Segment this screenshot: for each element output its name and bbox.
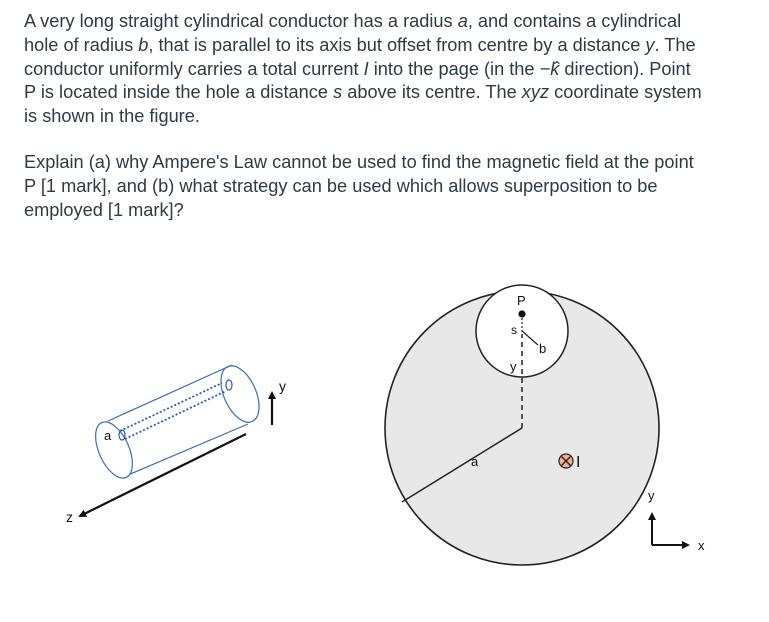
hole-tube-bottom <box>125 391 226 439</box>
axis-x-label: x <box>698 538 705 553</box>
text-segment: into the page (in the <box>368 58 540 79</box>
text-segment: coordinate system <box>549 82 702 103</box>
text-segment: P is located inside the hole a distance <box>24 82 334 103</box>
paragraph-2-line-1: Explain (a) why Ampere's Law cannot be used to find the magnetic field at the point <box>24 152 694 172</box>
paragraph-2-line-3: employed [1 mark]? <box>24 199 184 220</box>
cross-section-diagram <box>385 285 705 565</box>
offset-y-label: y <box>510 359 517 374</box>
axis-y-label: y <box>648 488 655 503</box>
current-label-I: I <box>576 454 581 471</box>
point-P-label: P <box>517 293 526 308</box>
paragraph-2-line-2: P [1 mark], and (b) what strategy can be used which allows superposition to be <box>24 175 658 196</box>
distance-s-label: s <box>511 323 517 337</box>
text-segment: , and contains a cylindrical <box>467 11 682 31</box>
variable-a: a <box>457 11 468 31</box>
cylinder-label-a: a <box>104 428 112 443</box>
radius-b-label: b <box>539 341 547 356</box>
text-segment: , that is parallel to its axis but offset from centre by a distance <box>148 34 646 55</box>
cylinder-axis-y-label: y <box>279 378 286 394</box>
variable-s: s <box>333 82 343 103</box>
variable-xyz: xyz <box>521 82 550 103</box>
variable-minus-k-hat: −k̂ <box>539 58 560 79</box>
text-segment: direction). Point <box>559 58 691 79</box>
point-P <box>518 310 525 317</box>
cylinder-sketch <box>66 360 286 525</box>
radius-a-label: a <box>471 454 479 469</box>
text-segment: above its centre. The <box>342 82 522 103</box>
variable-y: y <box>645 34 655 55</box>
text-segment: conductor uniformly carries a total current <box>24 58 364 79</box>
text-segment: hole of radius <box>24 34 139 55</box>
text-segment: . The <box>654 34 696 55</box>
cylinder-top-edge <box>108 365 232 421</box>
text-segment: is shown in the figure. <box>24 106 200 127</box>
cylinder-axis-z-label: z <box>66 509 73 525</box>
hole-back <box>226 380 232 390</box>
variable-I: I <box>363 58 369 79</box>
hole-tube-top <box>120 383 222 431</box>
text-segment: A very long straight cylindrical conductor has a radius <box>24 11 458 31</box>
variable-b: b <box>138 34 149 55</box>
